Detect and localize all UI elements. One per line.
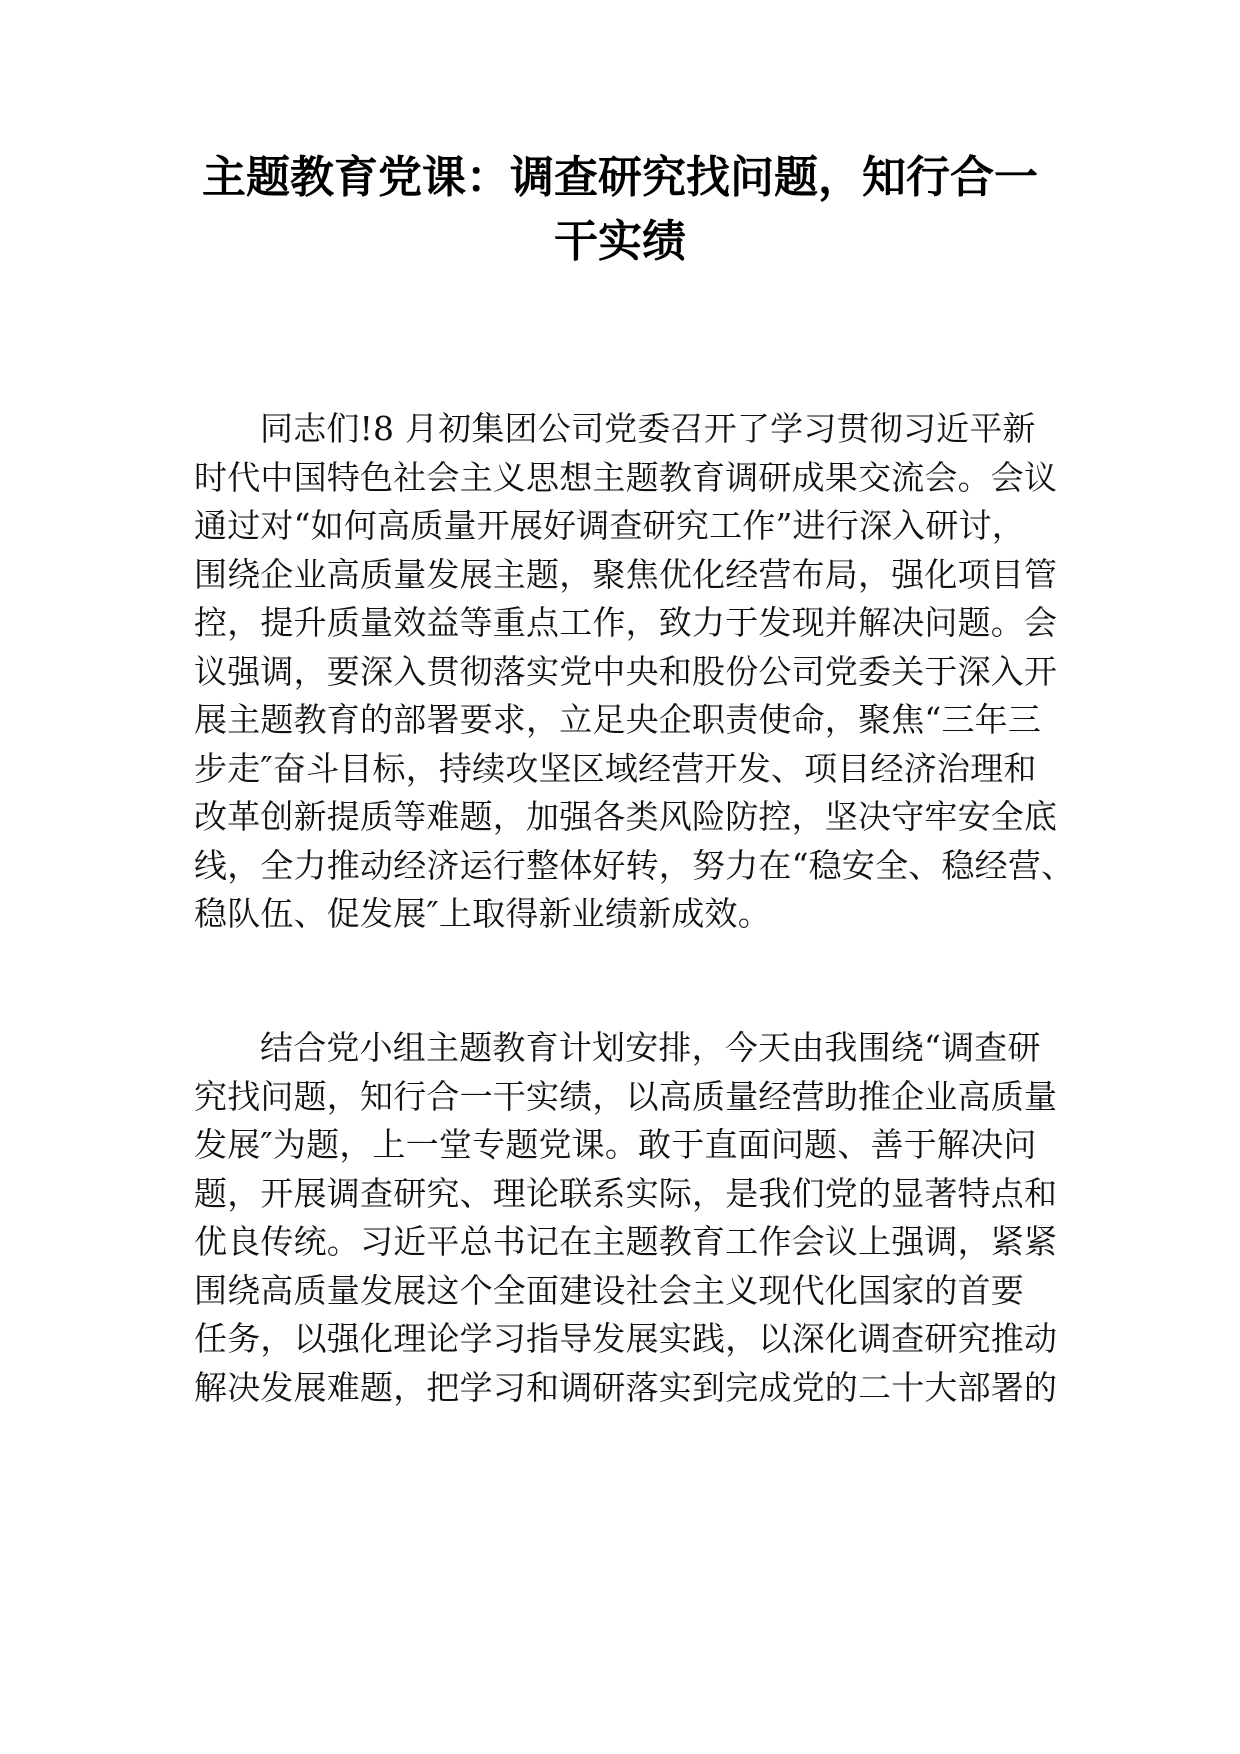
paragraph-line: 步走″奋斗目标，持续攻坚区域经营开发、项目经济治理和: [194, 748, 1037, 788]
paragraph-line: 优良传统。习近平总书记在主题教育工作会议上强调，紧紧: [194, 1222, 1058, 1261]
paragraph-line: 解决发展难题，把学习和调研落实到完成党的二十大部署的: [194, 1367, 1058, 1407]
paragraph-line: 时代中国特色社会主义思想主题教育调研成果交流会。会议: [194, 457, 1058, 497]
paragraph-line: 展主题教育的部署要求，立足央企职责使命，聚焦“三年三: [194, 700, 1042, 739]
paragraph-line: 改革创新提质等难题，加强各类风险防控，坚决守牢安全底: [194, 797, 1058, 836]
paragraph-line: 同志们!8 月初集团公司党委召开了学习贯彻习近平新: [260, 409, 1036, 448]
body-paragraph: [194, 1024, 1058, 1412]
body-paragraph: [194, 405, 1075, 939]
document-title: [180, 146, 1060, 274]
paragraph-line: 通过对“如何高质量开展好调查研究工作”进行深入研讨，: [194, 506, 1025, 545]
paragraph-line: 结合党小组主题教育计划安排，今天由我围绕“调查研: [260, 1028, 1041, 1067]
paragraph-line: 题，开展调查研究、理论联系实际，是我们党的显著特点和: [194, 1173, 1058, 1213]
paragraph-line: 控，提升质量效益等重点工作，致力于发现并解决问题。会: [194, 603, 1058, 642]
paragraph-line: 发展″为题，上一堂专题党课。敢于直面问题、善于解决问: [194, 1125, 1037, 1164]
paragraph-line: 围绕企业高质量发展主题，聚焦优化经营布局，强化项目管: [194, 554, 1058, 594]
paragraph-line: 线，全力推动经济运行整体好转，努力在“稳安全、稳经营、: [194, 845, 1075, 885]
paragraph-line: 围绕高质量发展这个全面建设社会主义现代化国家的首要: [194, 1270, 1024, 1310]
paragraph-line: 稳队伍、促发展″上取得新业绩新成效。: [194, 894, 771, 933]
paragraph-line: 究找问题，知行合一干实绩，以高质量经营助推企业高质量: [194, 1076, 1058, 1116]
title-line: 干实绩: [554, 216, 686, 267]
title-line: 主题教育党课：调查研究找问题，知行合一: [202, 152, 1038, 203]
paragraph-line: 任务，以强化理论学习指导发展实践，以深化调查研究推动: [194, 1319, 1058, 1358]
paragraph-line: 议强调，要深入贯彻落实党中央和股份公司党委关于深入开: [194, 651, 1058, 691]
